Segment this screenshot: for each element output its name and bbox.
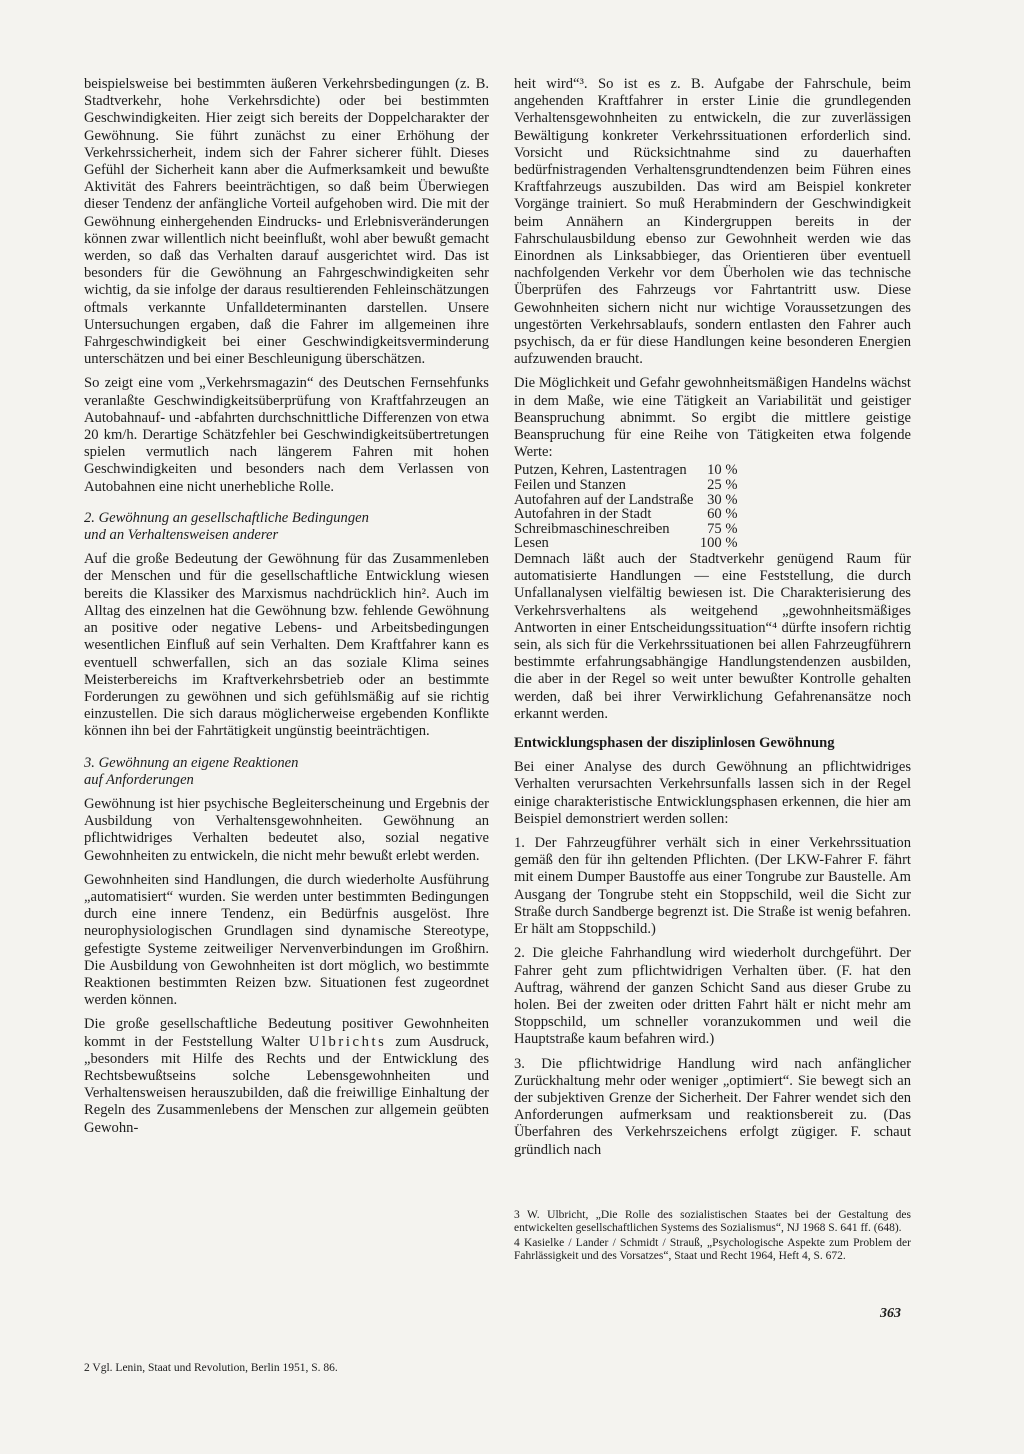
text-run: zum Ausdruck, „besonders mit Hilfe des Rechts und der Entwicklung des Rechtsbewußtseins solche Lebensgewohnheiten und Verhaltensweisen herauszubilden, daß die freiwillige Einhaltung der Regeln des Zusammenlebens der Menschen zur allgemein geübten Gewohn- bbox=[84, 1033, 489, 1136]
table-row bbox=[514, 463, 738, 478]
paragraph: heit wird“³. So ist es z. B. Aufgabe der Fahrschule, beim angehenden Kraftfahrer in erster Linie die grundlegenden Verhaltensgewohnheiten zu entwickeln, die zur zuverlässigen Bewältigung konkreter Verkehrssituationen erforderlich sind. Vorsicht und Rücksichtnahme sind zu dauerhaften bedürfnistragenden Verhaltensgrundtendenzen beim Führen eines Kraftfahrzeugs auszubilden. Das wird am Beispiel konkreter Vorgänge trainiert. So muß Herabmindern der Geschwindigkeit beim Annähern an Kindergruppen bereits in der Fahrschulausbildung ebenso zur Gewohnheit werden wie das Einordnen als Linksabbieger, das Orientieren über eventuell nachfolgenden Verkehr vor dem Überholen wie das technische Überprüfen des Fahrzeugs vor Fahrtantritt usw. Diese Gewohnheiten sichern nicht nur wichtige Voraussetzungen des ungestörten Verkehrsablaufs, sondern entlasten den Fahrer auch psychisch, da er für diese Handlungen keine besonderen Energien aufzuwenden braucht. bbox=[514, 76, 911, 368]
spaced-name: Ulbrichts bbox=[308, 1033, 387, 1050]
heading-line: 2. Gewöhnung an gesellschaftliche Bedingungen bbox=[84, 509, 369, 526]
table-row bbox=[514, 536, 738, 551]
footnote: 3 W. Ulbricht, „Die Rolle des sozialistischen Staates bei der Gestaltung des entwickelten gesellschaftlichen Systems des Sozialismus“, NJ 1968 S. 641 ff. (648). bbox=[514, 1209, 911, 1234]
text-run: Die große gesellschaftliche Bedeutung positiver Gewohnheiten kommt in der Feststellung Walter bbox=[84, 1016, 489, 1050]
paragraph: Auf die große Bedeutung der Gewöhnung für das Zusammenleben der Menschen und für die gesellschaftliche Entwicklung wiesen bereits die Klassiker des Marxismus nachdrücklich hin². Auch im Alltag des einzelnen hat die Gewöhnung bzw. fehlende Gewöhnung an positive oder negative Lebens- und Arbeitsbedingungen wesentlichen Einfluß auf sein Verhalten. Dem Kraftfahrer kann es eventuell schwerfallen, sich an das soziale Klima seines Meisterbereichs im Kraftverkehrsbetrieb oder an bestimmte Forderungen zu gewöhnen und sich gefühlsmäßig auf sie richtig einzustellen. Die sich daraus möglicherweise ergebenden Konflikte können ihn bei der Fahrtätigkeit ungünstig beeinträchtigen. bbox=[84, 551, 489, 740]
table-row bbox=[514, 507, 738, 522]
left-column bbox=[84, 76, 489, 1144]
activity-cell: Autofahren auf der Landstraße bbox=[514, 491, 694, 508]
paragraph: Demnach läßt auch der Stadtverkehr genügend Raum für automatisierte Handlungen — eine Feststellung, die durch Unfallanalysen vielfältig bewiesen ist. Die Charakterisierung des Verkehrsverhaltens als weitgehend „gewohnheitsmäßiges Antworten in einer Entscheidungssituation“⁴ dürfte insofern richtig sein, als sich für die Verkehrssituationen bei allen Fahrzeugführern bestimmte erfahrungsabhängige Handlungstendenzen ausbilden, die aber in der Regel so weit unter bewußter Kontrolle gehalten werden, daß bei ihrer Verwirklichung Gefahrenansätze noch erkannt werden. bbox=[514, 551, 911, 722]
page-number: 363 bbox=[880, 1306, 901, 1321]
table-row bbox=[514, 478, 738, 493]
paragraph: Die Möglichkeit und Gefahr gewohnheitsmäßigen Handelns wächst in dem Maße, wie eine Tätigkeit an Variabilität und geistiger Beanspruchung abnimmt. So ergibt die mittlere geistige Beanspruchung für eine Reihe von Tätigkeiten etwa folgende Werte: bbox=[514, 375, 911, 461]
activity-cell: Lesen bbox=[514, 535, 549, 552]
heading-line: auf Anforderungen bbox=[84, 771, 194, 788]
footnote: 4 Kasielke / Lander / Schmidt / Strauß, „Psychologische Aspekte zum Problem der Fahrlässigkeit und des Vorsatzes“, Staat und Recht 1964, Heft 4, S. 672. bbox=[514, 1237, 911, 1262]
paragraph: beispielsweise bei bestimmten äußeren Verkehrsbedingungen (z. B. Stadtverkehr, hohe Verkehrsdichte) oder bei bestimmten Geschwindigkeiten. Hier zeigt sich bereits der Doppelcharakter der Gewöhnung. Sie führt zunächst zu einer Erhöhung der Verkehrssicherheit, indem sich der Fahrer sicherer fühlt. Dieses Gefühl der Sicherheit kann aber die Aufmerksamkeit und bewußte Aktivität des Fahrers beeinträchtigen, so daß beim Überwiegen dieser Tendenz der anfängliche Vorteil aufgehoben wird. Die mit der Gewöhnung einhergehenden Eindrucks- und Erlebnisveränderungen können zwar willentlich nicht beeinflußt, wohl aber bewußt gemacht werden, so daß das Verhalten darauf ausgerichtet wird. Das ist besonders für die Gewöhnung an Fahrgeschwindigkeiten sehr wichtig, da sie infolge der daraus resultierenden Fehleinschätzungen oftmals verkannte Unfalldeterminanten darstellen. Unsere Untersuchungen ergaben, daß die Fahrer im allgemeinen ihre Fahrgeschwindigkeit bei einer Geschwindigkeitsverminderung unterschätzen und bei einer Beschleunigung überschätzen. bbox=[84, 76, 489, 368]
value-cell: 100 % bbox=[699, 535, 738, 552]
value-cell: 75 % bbox=[707, 520, 738, 537]
paragraph: Gewöhnung ist hier psychische Begleiterscheinung und Ergebnis der Ausbildung von Verhaltensgewohnheiten. Gewöhnung an pflichtwidriges Verhalten bedeutet also, sozial negative Gewohnheiten zu entwickeln, die nicht mehr bewußt erlebt werden. bbox=[84, 795, 489, 864]
paragraph: Bei einer Analyse des durch Gewöhnung an pflichtwidriges Verhalten verursachten Verkehrsunfalls lassen sich in der Regel einige charakteristische Entwicklungsphasen erkennen, die hier am Beispiel demonstriert werden sollen: bbox=[514, 759, 911, 827]
section-heading-3 bbox=[84, 755, 489, 789]
paragraph: Gewohnheiten sind Handlungen, die durch wiederholte Ausführung „automatisiert“ wurden. Sie werden unter bestimmten Bedingungen durch eine innere Tendenz, ein Bedürfnis ausgelöst. Ihre neurophysiologischen Grundlagen sind dynamische Stereotype, gefestigte Systeme zeitweiliger Nervenverbindungen im Großhirn. Die Ausbildung von Gewohnheiten ist dort möglich, wo bestimmte Reaktionen bestimmten Reizen bzw. Situationen fest zugeordnet werden können. bbox=[84, 871, 489, 1009]
heading-line: 3. Gewöhnung an eigene Reaktionen bbox=[84, 754, 299, 771]
table-row bbox=[514, 493, 738, 508]
activity-cell: Schreibmaschineschreiben bbox=[514, 520, 670, 537]
list-item: 1. Der Fahrzeugführer verhält sich in einer Verkehrssituation gemäß den für ihn geltenden Pflichten. (Der LKW-Fahrer F. fährt mit einem Dumper Baustoffe aus einer Tongrube zur Baustelle. Am Ausgang der Tongrube steht ein Stoppschild, weil die Sicht zur Straße durch Sandberge begrenzt ist. Die Straße ist wenig befahren. Er hält am Stoppschild.) bbox=[514, 835, 911, 938]
paragraph: So zeigt eine vom „Verkehrsmagazin“ des Deutschen Fernsehfunks veranlaßte Geschwindigkeitsüberprüfung von Kraftfahrzeugen an Autobahnauf- und -abfahrten durchschnittliche Differenzen von etwa 20 km/h. Derartige Schätzfehler bei Geschwindigkeitsübertretungen spielen vermutlich nach längerem Fahren mit hohen Geschwindigkeiten und besonders nach dem Verlassen von Autobahnen eine nicht unerhebliche Rolle. bbox=[84, 375, 489, 495]
section-heading-2 bbox=[84, 510, 489, 544]
section-heading-phases: Entwicklungsphasen der disziplinlosen Gewöhnung bbox=[514, 735, 835, 752]
footnotes-right bbox=[514, 1209, 911, 1265]
footnote: 2 Vgl. Lenin, Staat und Revolution, Berlin 1951, S. 86. bbox=[84, 1362, 338, 1374]
value-cell: 10 % bbox=[707, 462, 738, 479]
activity-cell: Putzen, Kehren, Lastentragen bbox=[514, 462, 687, 479]
burden-table-body bbox=[514, 463, 738, 551]
value-cell: 60 % bbox=[707, 506, 738, 523]
paragraph bbox=[84, 1016, 489, 1136]
heading-line: und an Verhaltensweisen anderer bbox=[84, 527, 279, 544]
value-cell: 30 % bbox=[707, 491, 738, 508]
activity-cell: Autofahren in der Stadt bbox=[514, 506, 652, 523]
value-cell: 25 % bbox=[707, 477, 738, 494]
list-item: 2. Die gleiche Fahrhandlung wird wiederholt durchgeführt. Der Fahrer geht zum pflichtwidrigen Verhalten über. (F. hat den Auftrag, während der ganzen Schicht Sand aus dieser Grube zu holen. Bei der zweiten oder dritten Fahrt hält er nicht mehr am Stoppschild, um schneller voranzukommen und weil die Hauptstraße kaum befahren wird.) bbox=[514, 945, 911, 1048]
list-item: 3. Die pflichtwidrige Handlung wird nach anfänglicher Zurückhaltung mehr oder weniger „optimiert“. Sie bewegt sich an der subjektiven Grenze der Sicherheit. Der Fahrer wendet sich den Anforderungen aufmerksam und reaktionsbereit zu. (Das Überfahren des Verkehrszeichens erfolgt zügiger. F. schaut gründlich nach bbox=[514, 1055, 911, 1158]
burden-table bbox=[514, 463, 738, 551]
right-column bbox=[514, 76, 911, 1166]
table-row bbox=[514, 522, 738, 537]
activity-cell: Feilen und Stanzen bbox=[514, 477, 626, 494]
